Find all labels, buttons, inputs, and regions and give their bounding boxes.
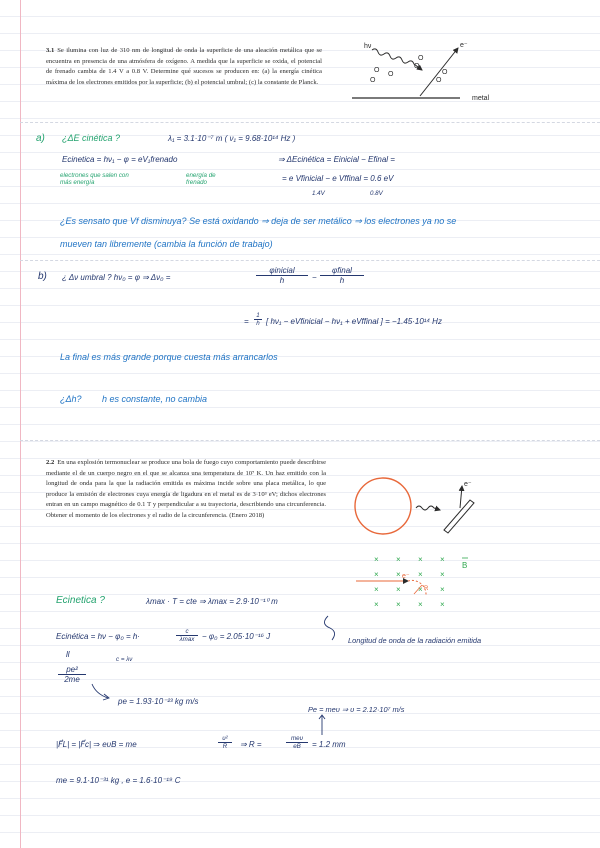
field-mark: × bbox=[440, 600, 445, 609]
ecin-result: − φ₀ = 2.05·10⁻¹⁶ J bbox=[202, 632, 271, 641]
radius-frac bbox=[286, 735, 308, 750]
force-frac-den: R bbox=[222, 743, 228, 750]
radius-prefix: ⇒ R = bbox=[240, 740, 262, 749]
wien-law: λmax · T = cte ⇒ λmax = 2.9·10⁻¹⁰ m bbox=[146, 597, 278, 606]
constants: me = 9.1·10⁻³¹ kg , e = 1.6·10⁻¹⁹ C bbox=[56, 776, 181, 785]
problem1-text: Se ilumina con luz de 310 nm de longitud de onda la superficie de una aleación metálica que se encuentra en presencia de una atmósfera de oxígeno. A medida que la superficie se oxida, el potencial de frenado cambia de 1.4 V a 0.8 V. Determine qué sucesos se producen en: (a) la energía cinética máxima de los electrones emitidos por la superficie; (b) el potencial umbral; (c) la constante de Planck. bbox=[46, 47, 322, 86]
equal-sign-vertical: ll bbox=[66, 650, 70, 659]
part-a-delta-eq: ⇒ ΔEcinética = Einicial − Efinal = bbox=[278, 155, 395, 164]
photon-label: hν bbox=[364, 43, 372, 50]
oxygen-atoms bbox=[370, 55, 448, 84]
part-a-lambda-freq: λ₁ = 3.1·10⁻⁷ m ( ν₁ = 9.68·10¹⁴ Hz ) bbox=[168, 134, 296, 143]
field-mark: × bbox=[418, 585, 423, 594]
force-frac bbox=[218, 735, 232, 750]
part-a-note-v1: 1.4V bbox=[312, 190, 325, 197]
field-mark: × bbox=[396, 585, 401, 594]
field-mark: × bbox=[418, 600, 423, 609]
field-mark: × bbox=[396, 600, 401, 609]
problem1-number: 3.1 bbox=[46, 47, 55, 54]
part-b-label: b) bbox=[38, 271, 47, 282]
atom-1: O bbox=[374, 67, 380, 74]
atom-4: O bbox=[418, 55, 424, 62]
part-b-frac1 bbox=[256, 266, 308, 285]
part-b-frac2-den: h bbox=[339, 276, 345, 285]
field-mark: × bbox=[440, 555, 445, 564]
part-b-frac2-num: φfinal bbox=[320, 266, 364, 276]
part-c-answer: h es constante, no cambia bbox=[102, 394, 208, 404]
part-b-result-frac-den: h bbox=[256, 320, 260, 327]
fireball bbox=[355, 478, 411, 534]
part-b-result-frac bbox=[254, 312, 262, 327]
field-mark: × bbox=[396, 570, 401, 579]
metal-plate bbox=[444, 500, 474, 533]
part-b-result-prefix: = bbox=[244, 317, 249, 326]
velocity-arrow bbox=[318, 714, 326, 736]
radius-label: R bbox=[424, 586, 429, 592]
ecin-question: Ecinetica ? bbox=[56, 595, 105, 606]
metal-label: metal bbox=[472, 95, 490, 102]
radius-result: = 1.2 mm bbox=[312, 740, 346, 749]
part-a-energy-eq: Ecinetica = hν₁ − φ = eV₁frenado bbox=[62, 155, 178, 164]
part-b-frac2 bbox=[320, 266, 364, 285]
field-label: B bbox=[462, 561, 468, 570]
problem1-statement bbox=[46, 46, 322, 88]
atom-5: O bbox=[414, 63, 420, 70]
part-b-conclusion: La final es más grande porque cuesta más arrancarlos bbox=[60, 352, 278, 362]
ecin-frac bbox=[176, 628, 198, 643]
ecin-frac-den: λmax bbox=[179, 636, 195, 643]
part-c-question: ¿Δh? bbox=[60, 394, 82, 404]
ecin-equation: Ecinética = hν − φ₀ = h· bbox=[56, 632, 140, 641]
part-a-result: = e Vfinicial − e Vffinal = 0.6 eV bbox=[282, 174, 394, 183]
ecin-frac-num: c bbox=[176, 628, 198, 636]
force-frac-num: υ² bbox=[218, 735, 232, 743]
kinetic-frac-den: 2me bbox=[64, 675, 80, 684]
fireball-diagram bbox=[352, 472, 482, 542]
field-mark: × bbox=[374, 555, 379, 564]
field-marks bbox=[374, 555, 445, 609]
force-equation: |F⃗L| = |F⃗c| ⇒ eυB = me bbox=[56, 740, 137, 749]
radius-frac-num: meυ bbox=[286, 735, 308, 743]
photoelectric-diagram bbox=[350, 38, 510, 110]
electron-label: e⁻ bbox=[460, 42, 468, 49]
part-a-question: ¿ΔE cinética ? bbox=[62, 133, 121, 143]
atom-2: O bbox=[370, 77, 376, 84]
radiation-wave bbox=[416, 506, 440, 510]
field-mark: × bbox=[418, 570, 423, 579]
field-mark: × bbox=[418, 555, 423, 564]
emitted-electron-path bbox=[460, 486, 462, 508]
part-b-frac1-den: h bbox=[279, 276, 285, 285]
problem2-statement bbox=[46, 458, 326, 522]
radius-frac-den: eB bbox=[293, 743, 301, 750]
momentum-result: pe = 1.93·10⁻²³ kg m/s bbox=[118, 697, 199, 706]
field-mark: × bbox=[440, 570, 445, 579]
part-a-label: a) bbox=[36, 133, 45, 144]
field-mark: × bbox=[396, 555, 401, 564]
velocity-result: Pe = meυ ⇒ υ = 2.12·10⁷ m/s bbox=[308, 705, 405, 714]
kinetic-arrow bbox=[90, 680, 114, 704]
field-mark: × bbox=[374, 570, 379, 579]
atom-7: O bbox=[436, 77, 442, 84]
magnetic-field-diagram bbox=[352, 552, 482, 616]
kinetic-frac bbox=[58, 665, 86, 684]
part-b-question: ¿ Δν umbral ? hν₀ = φ ⇒ Δν₀ = bbox=[62, 273, 171, 282]
atom-3: O bbox=[388, 71, 394, 78]
part-a-reasoning: ¿Es sensato que Vf disminuya? Se está oxidando ⇒ deja de ser metálico ⇒ los electrones ya no se mueven tan libremente (cambia la función de trabajo) bbox=[60, 216, 457, 249]
electron-path bbox=[420, 48, 458, 96]
part-a-note-v2: 0.8V bbox=[370, 190, 383, 197]
wavelength-note-arrow bbox=[318, 614, 346, 644]
field-mark: × bbox=[440, 585, 445, 594]
c-note: c = λν bbox=[116, 656, 133, 663]
problem2-text: En una explosión termonuclear se produce una bola de fuego cuyo comportamiento puede describirse mediante el de un cuerpo negro en el que se alcanza una temperatura de 10⁷ K. Un haz emitido con la longitud de onda para la que la radiación emitida es máxima incide sobre una placa metálica, lo que produce la emisión de electrones cuya energía de ligadura en el metal es de 3·10³ eV; dichos electrones entran en un campo magnético de 0.1 T y perpendicular a su trayectoria, describiendo una circunferencia. Obtener el momento de los electrones y el radio de la circunferencia. (Enero 2018) bbox=[46, 459, 326, 519]
kinetic-frac-num: pe² bbox=[58, 665, 86, 675]
part-b-minus: − bbox=[312, 273, 317, 282]
part-b-result-frac-num: 1 bbox=[254, 312, 262, 320]
field-mark: × bbox=[374, 600, 379, 609]
wavelength-note: Longitud de onda de la radiación emitida bbox=[348, 636, 482, 645]
part-b-frac1-num: φinicial bbox=[256, 266, 308, 276]
field-electron-label: e⁻ bbox=[402, 573, 410, 580]
atom-6: O bbox=[442, 69, 448, 76]
part-a-note-electrons: electrones que salen con más energía bbox=[60, 172, 129, 186]
emitted-electron-label: e⁻ bbox=[464, 481, 472, 488]
part-b-result: [ hν₁ − eVfinicial − hν₁ + eVffinal ] = −1.45·10¹⁴ Hz bbox=[266, 317, 442, 326]
field-mark: × bbox=[374, 585, 379, 594]
problem2-number: 2.2 bbox=[46, 459, 55, 466]
part-a-note-energy: energía de frenado bbox=[186, 172, 216, 186]
